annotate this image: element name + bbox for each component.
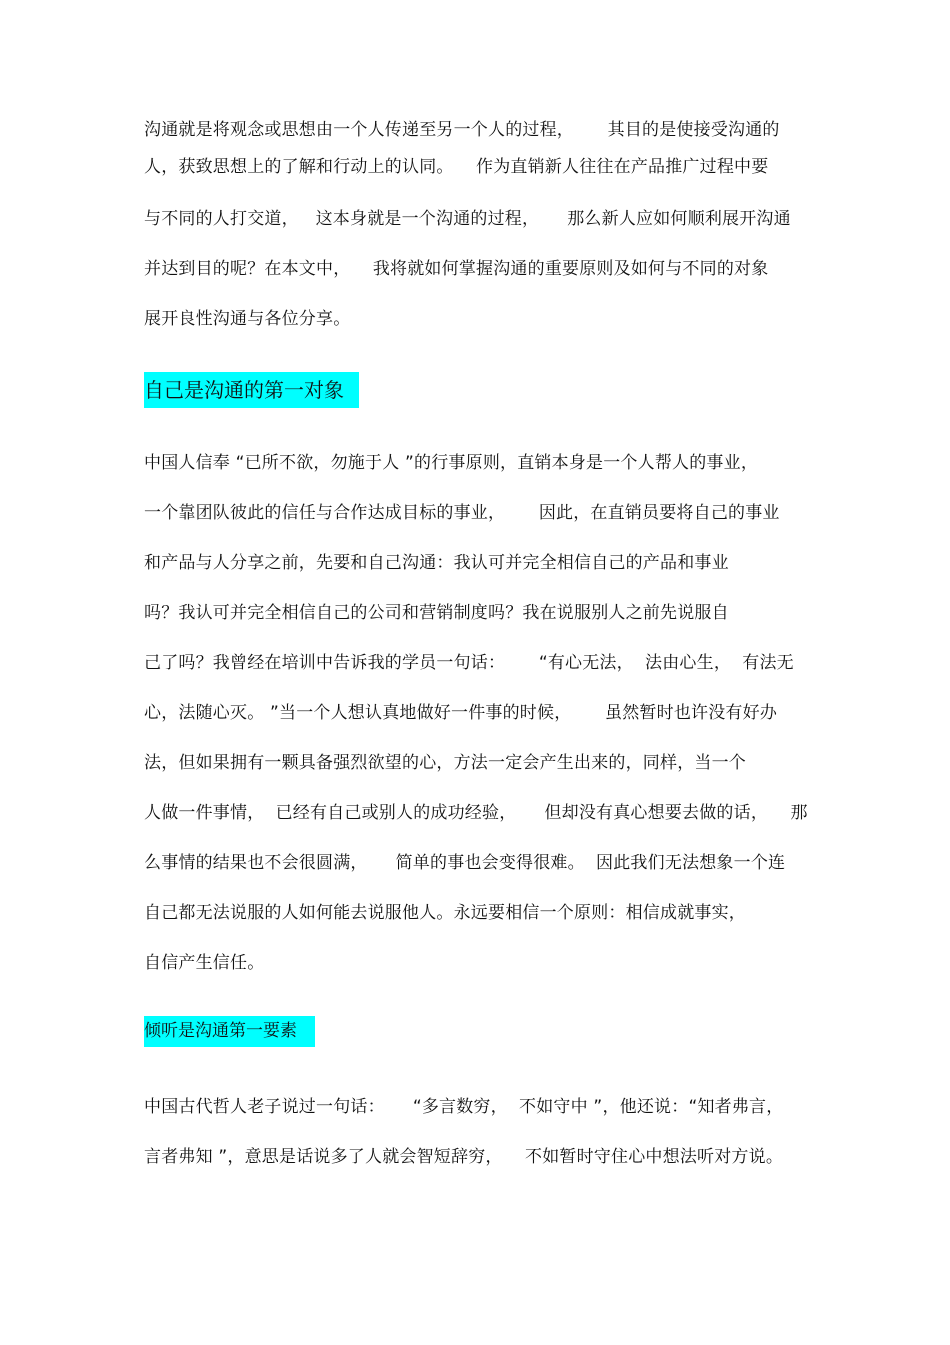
- body-line: 和产品与人分享之前，先要和自己沟通：我认可并完全相信自己的产品和事业: [144, 553, 729, 573]
- body-line: 么事情的结果也不会很圆满， 简单的事也会变得很难。 因此我们无法想象一个连: [144, 853, 786, 873]
- intro-line: 人，获致思想上的了解和行动上的认同。 作为直销新人往往在产品推广过程中要: [144, 157, 769, 177]
- body-line: 法，但如果拥有一颗具备强烈欲望的心，方法一定会产生出来的，同样，当一个: [144, 753, 746, 773]
- body-line: 自己都无法说服的人如何能去说服他人。永远要相信一个原则：相信成就事实，: [144, 903, 746, 923]
- intro-line: 与不同的人打交道， 这本身就是一个沟通的过程， 那么新人应如何顺利展开沟通: [144, 209, 791, 229]
- body-line: 中国古代哲人老子说过一句话： “多言数穷， 不如守中 ”，他还说：“知者弗言，: [144, 1097, 784, 1117]
- body-line: 心，法随心灭。 ”当一个人想认真地做好一件事的时候， 虽然暂时也许没有好办: [144, 703, 778, 723]
- body-line: 言者弗知 ”，意思是话说多了人就会智短辞穷， 不如暂时守住心中想法听对方说。: [144, 1147, 784, 1167]
- body-line: 一个靠团队彼此的信任与合作达成目标的事业， 因此，在直销员要将自己的事业: [144, 503, 780, 523]
- intro-line: 并达到目的呢？在本文中， 我将就如何掌握沟通的重要原则及如何与不同的对象: [144, 259, 769, 279]
- body-line: 吗？我认可并完全相信自己的公司和营销制度吗？我在说服别人之前先说服自: [144, 603, 729, 623]
- body-line: 己了吗？我曾经在培训中告诉我的学员一句话： “有心无法， 法由心生， 有法无: [144, 653, 794, 673]
- intro-line: 展开良性沟通与各位分享。: [144, 309, 351, 329]
- body-line: 自信产生信任。: [144, 953, 265, 973]
- intro-line: 沟通就是将观念或思想由一个人传递至另一个人的过程， 其目的是使接受沟通的: [144, 120, 780, 140]
- body-line: 人做一件事情， 已经有自己或别人的成功经验， 但却没有真心想要去做的话， 那: [144, 803, 808, 823]
- body-line: 中国人信奉 “已所不欲，勿施于人 ”的行事原则，直销本身是一个人帮人的事业，: [144, 453, 759, 473]
- section-heading-self: 自己是沟通的第一对象: [144, 372, 359, 408]
- section-heading-listening: 倾听是沟通第一要素: [144, 1016, 315, 1047]
